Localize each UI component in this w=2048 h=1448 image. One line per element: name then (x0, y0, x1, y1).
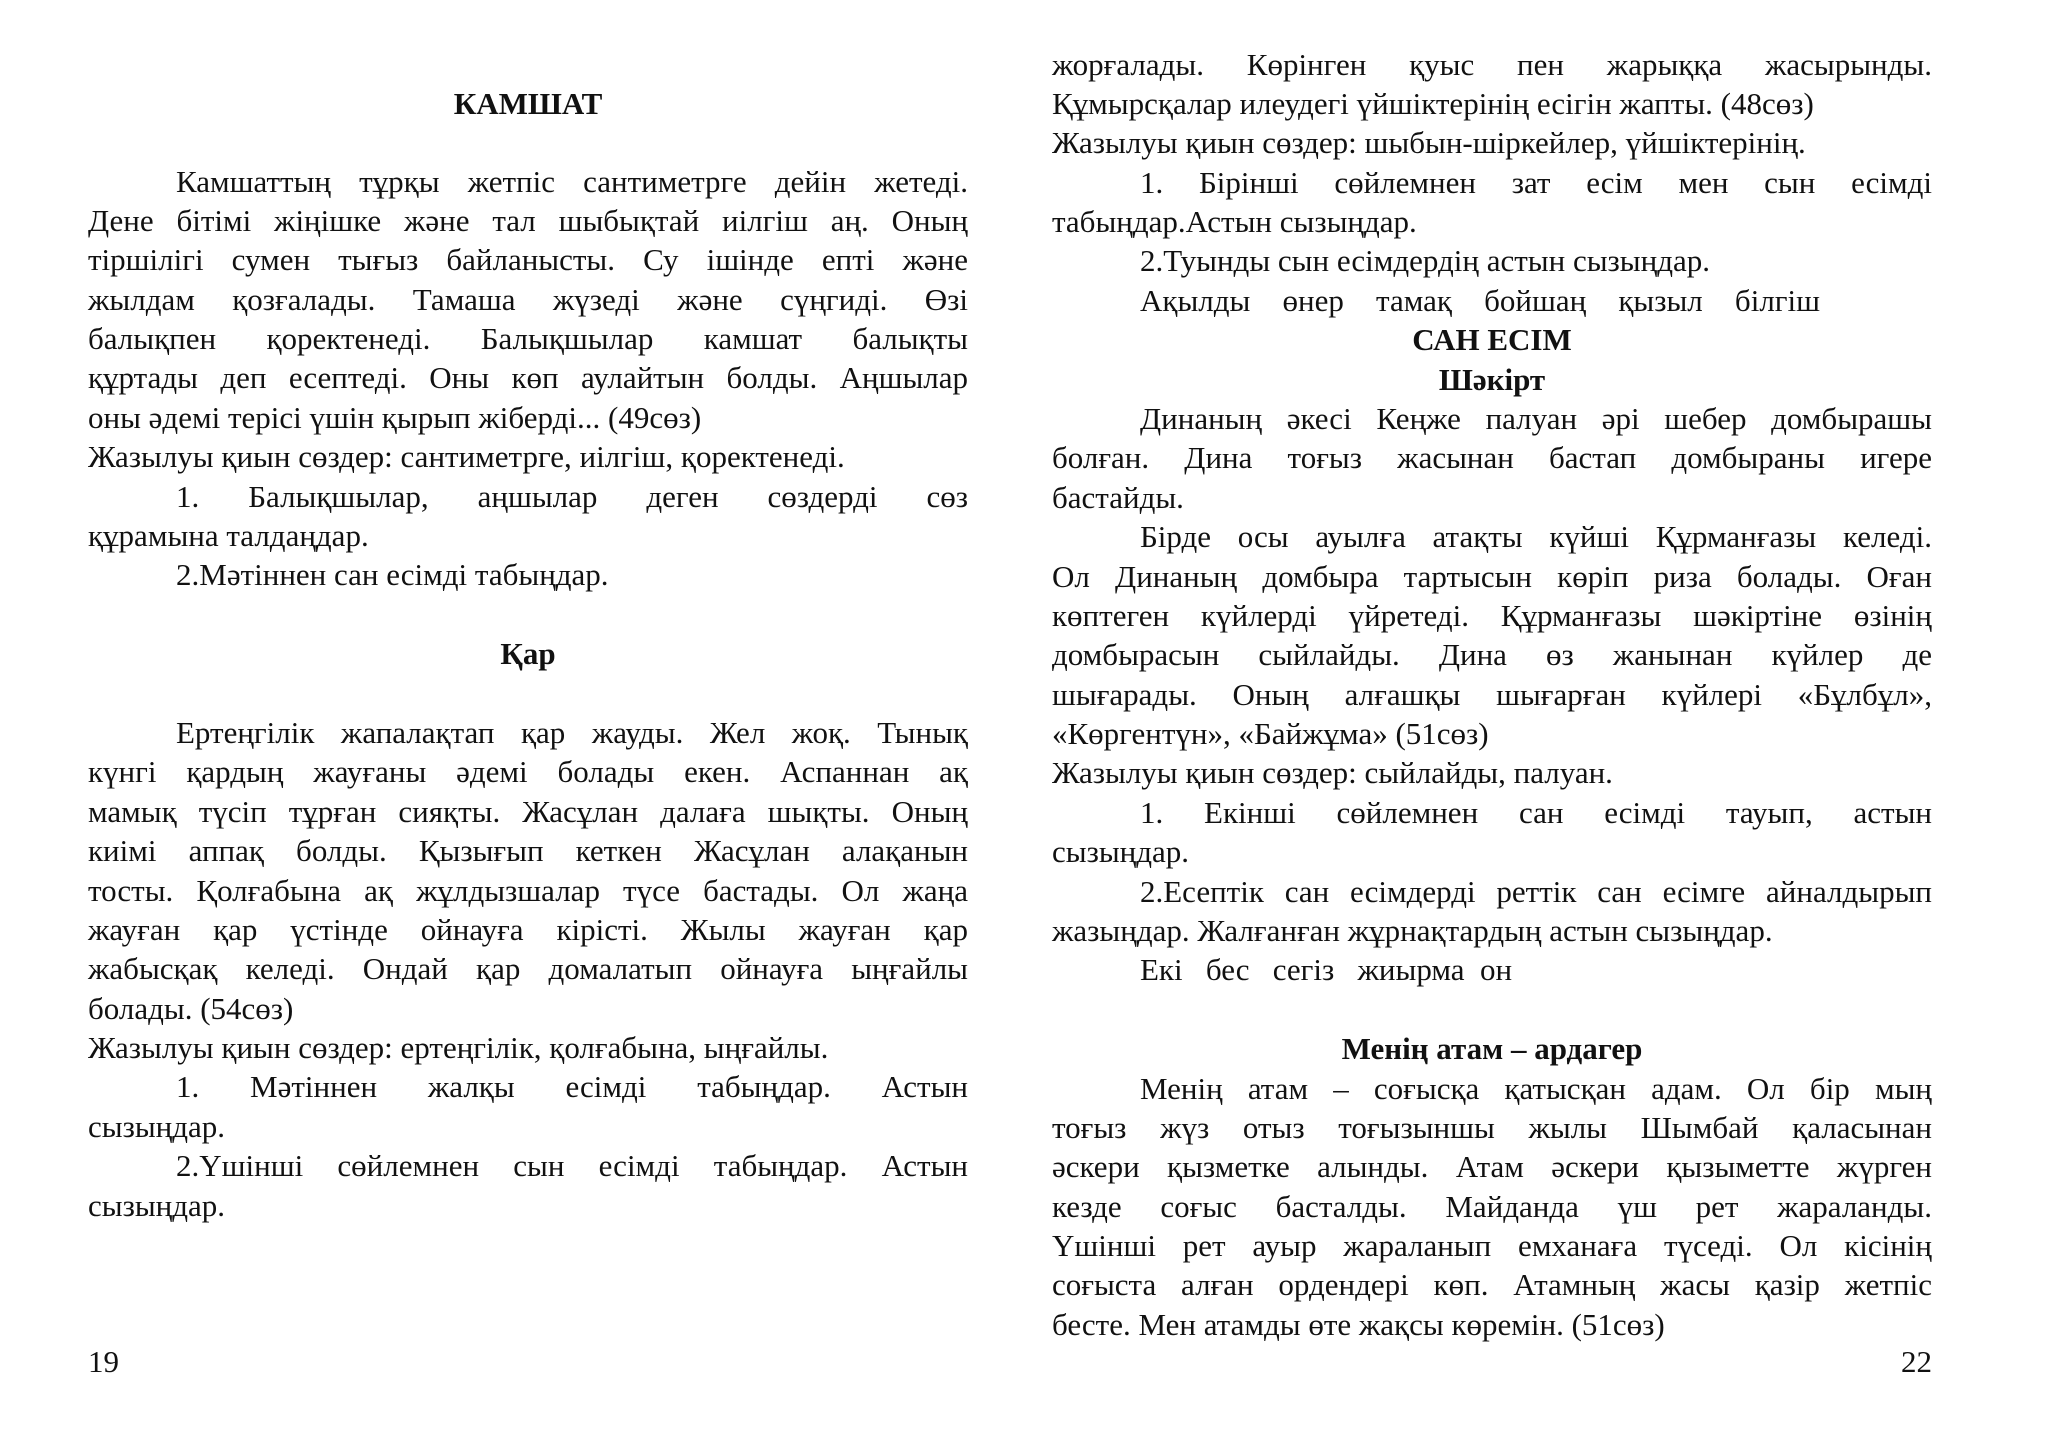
text-line: Дене бітімі жіңішке және тал шыбықтай иілгіш аң. Оның (88, 203, 968, 238)
heading-kamshat: КАМШАТ (453, 86, 603, 121)
text-line: жауған қар үстінде ойнауға кірісті. Жылы жауған қар (88, 912, 968, 947)
heading-atam: Менің атам – ардагер (1341, 1031, 1643, 1066)
left-page (88, 0, 968, 1448)
text-line: «Көргентүн», «Байжұма» (51сөз) (1052, 716, 1489, 751)
word-list: Ақылды өнер тамақ бойшаң қызыл білгіш (1140, 283, 1820, 318)
text-line: тосты. Қолғабына ақ жұлдызшалар түсе бастады. Ол жаңа (88, 873, 968, 908)
task-2: 2.Мәтіннен сан есімді табыңдар. (176, 557, 609, 592)
text-line: болады. (54сөз) (88, 991, 294, 1026)
task-1: 1. Екінші сөйлемнен сан есімді тауып, астын (1140, 795, 1932, 830)
text-line: Динаның әкесі Кеңже палуан әрі шебер домбырашы (1140, 401, 1932, 436)
task-1: 1. Бірінші сөйлемнен зат есім мен сын есімді (1140, 165, 1932, 200)
text-line: тоғыз жүз отыз тоғызыншы жылы Шымбай қаласынан (1052, 1110, 1932, 1145)
text-line: киімі аппақ болды. Қызығып кеткен Жасұлан алақанын (88, 833, 968, 868)
text-line: көптеген күйлерді үйретеді. Құрманғазы шәкіртіне өзінің (1052, 598, 1932, 633)
text-line: бастайды. (1052, 480, 1184, 515)
difficult-words: Жазылуы қиын сөздер: ертеңгілік, қолғабына, ыңғайлы. (88, 1030, 829, 1065)
task-1: 1. Мәтіннен жалқы есімді табыңдар. Астын (176, 1069, 968, 1104)
text-line: жабысқақ келеді. Ондай қар домалатып ойнауға ыңғайлы (88, 951, 968, 986)
right-page (1052, 0, 1932, 1448)
text-line: балықпен қоректенеді. Балықшылар камшат балықты (88, 321, 968, 356)
text-line: жорғалады. Көрінген қуыс пен жарыққа жасырынды. (1052, 47, 1932, 82)
difficult-words: Жазылуы қиын сөздер: шыбын-шіркейлер, үйшіктерінің. (1052, 125, 1806, 160)
text-line: бесте. Мен атамды өте жақсы көремін. (51сөз) (1052, 1307, 1665, 1342)
text-line: Бірде осы ауылға атақты күйші Құрманғазы келеді. (1140, 519, 1932, 554)
difficult-words: Жазылуы қиын сөздер: сантиметрге, иілгіш, қоректенеді. (88, 439, 845, 474)
text-line: болған. Дина тоғыз жасынан бастап домбыраны игере (1052, 440, 1932, 475)
text-line: Ертеңгілік жапалақтап қар жауды. Жел жоқ. Тынық (176, 715, 968, 750)
text-line: мамық түсіп тұрған сияқты. Жасұлан далаға шықты. Оның (88, 794, 968, 829)
task-1-cont: сызыңдар. (1052, 834, 1190, 869)
text-line: құртады деп есептеді. Оны көп аулайтын болды. Аңшылар (88, 360, 968, 395)
task-2-cont: жазыңдар. Жалғанған жұрнақтардың астын сызыңдар. (1052, 913, 1773, 948)
text-line: Менің атам – соғысқа қатысқан адам. Ол бір мың (1140, 1071, 1932, 1106)
task-1: 1. Балықшылар, аңшылар деген сөздерді сөз (176, 479, 968, 514)
task-2: 2.Есептік сан есімдерді реттік сан есімге айналдырып (1140, 874, 1932, 909)
task-1-cont: құрамына талдаңдар. (88, 518, 369, 553)
text-line: күнгі қардың жауғаны әдемі болады екен. Аспаннан ақ (88, 754, 968, 789)
task-2: 2.Үшінші сөйлемнен сын есімді табыңдар. Астын (176, 1148, 968, 1183)
section-heading: САН ЕСІМ (1412, 322, 1572, 357)
task-1-cont: табыңдар.Астын сызыңдар. (1052, 204, 1417, 239)
text-line: кезде соғыс басталды. Майданда үш рет жараланды. (1052, 1189, 1932, 1224)
text-line: домбырасын сыйлайды. Дина өз жанынан күйлер де (1052, 637, 1932, 672)
difficult-words: Жазылуы қиын сөздер: сыйлайды, палуан. (1052, 755, 1613, 790)
text-line: соғыста алған ордендері көп. Атамның жасы қазір жетпіс (1052, 1267, 1932, 1302)
heading-qar: Қар (500, 636, 556, 671)
text-line: Құмырсқалар илеудегі үйшіктерінің есігін жапты. (48сөз) (1052, 86, 1814, 121)
text-line: Камшаттың тұрқы жетпіс сантиметрге дейін жетеді. (176, 164, 968, 199)
text-line: Ол Динаның домбыра тартысын көріп риза болады. Оған (1052, 559, 1932, 594)
task-2-cont: сызыңдар. (88, 1188, 226, 1223)
number-list: Екі бес сегіз жиырма он (1140, 952, 1513, 987)
text-line: оны әдемі терісі үшін қырып жіберді... (49сөз) (88, 400, 702, 435)
text-line: әскери қызметке алынды. Атам әскери қызыметте жүрген (1052, 1149, 1932, 1184)
task-1-cont: сызыңдар. (88, 1109, 226, 1144)
text-line: тіршілігі сумен тығыз байланысты. Су ішінде епті және (88, 242, 968, 277)
text-line: Үшінші рет ауыр жараланып емханаға түседі. Ол кісінің (1052, 1228, 1932, 1263)
text-line: жылдам қозғалады. Тамаша жүзеді және сүңгиді. Өзі (88, 282, 968, 317)
page-number-left: 19 (88, 1344, 119, 1379)
task-2: 2.Туынды сын есімдердің астын сызыңдар. (1140, 243, 1710, 278)
page-number-right: 22 (1901, 1344, 1932, 1379)
heading-shakirt: Шәкірт (1438, 362, 1546, 397)
text-line: шығарады. Оның алғашқы шығарған күйлері «Бұлбұл», (1052, 677, 1932, 712)
